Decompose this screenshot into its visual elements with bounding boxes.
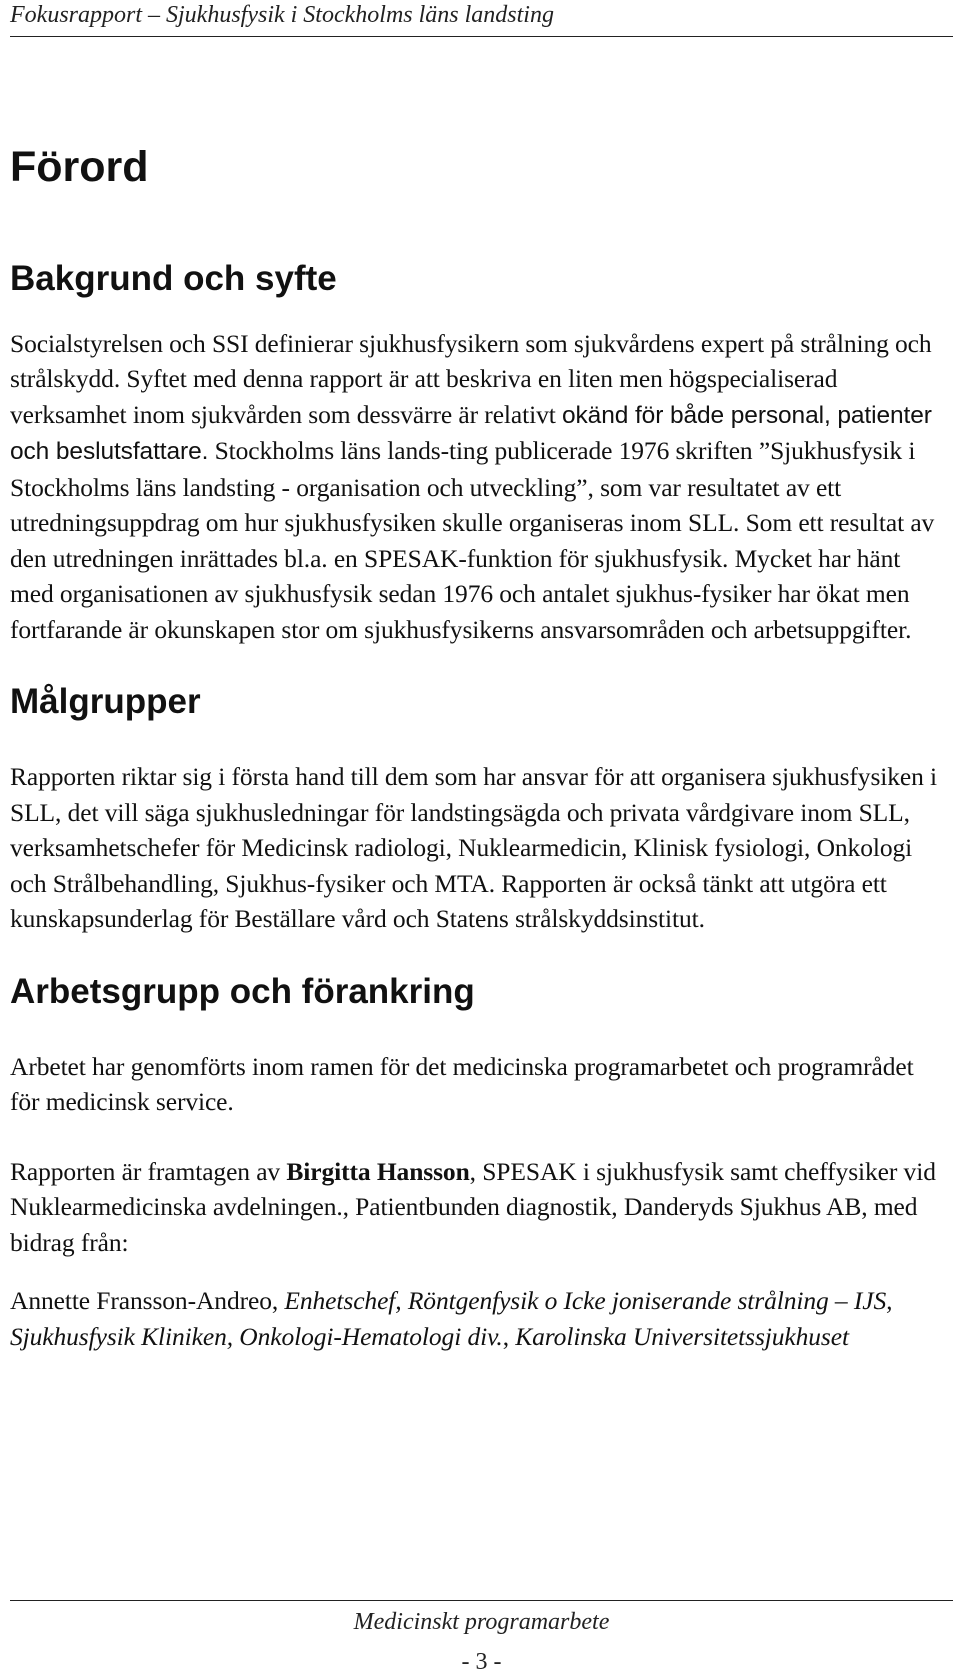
paragraph-text: Stockholms läns lands-ting publicerade 1976 skriften ”Sjukhusfysik i Stockholms läns landsting - organisation och utveckling”, som var resultatet av ett utredningsuppdrag om hur sjukhusfysiken skulle organiseras inom SLL. Som ett resultat av den utredningen inrättades bl.a. en SPESAK-funktion för sjukhusfysik. Mycket har hänt med organisationen av sjukhusfysik sedan 1976 och antalet sjukhus-fysiker har ökat men fortfarande är okunskapen stor om sjukhusfysikerns ansvarsområden och arbetsuppgifter. [10, 436, 935, 644]
contributor-separator: , [502, 1321, 516, 1351]
document-body [10, 130, 940, 1388]
section-bakgrund [10, 258, 940, 648]
authors-paragraph [10, 1154, 940, 1261]
page-footer [10, 1600, 953, 1680]
paragraph-text: Socialstyrelsen och SSI definierar sjukhusfysikern som sjukvårdens expert på strålning och strålskydd. Syftet med denna rapport är att beskriva en liten men högspecialiserad verksamhet inom sjukvården som dessvärre är relativt [10, 328, 932, 429]
footer-title: Medicinskt programarbete [353, 1609, 610, 1635]
section-heading: Arbetsgrupp och förankring [10, 971, 475, 1011]
author-name: Birgitta Hansson [286, 1156, 470, 1186]
paragraph-text-sans: okänd för både personal, patienter och beslutsfattare. [10, 401, 932, 466]
page-header [10, 0, 953, 37]
running-header: Fokusrapport – Sjukhusfysik i Stockholms läns landsting [10, 2, 554, 28]
contributor-role: Enhetschef, Röntgenfysik o Icke joniserande strålning – IJS, Sjukhusfysik Kliniken, Onkologi-Hematologi div. [10, 1286, 893, 1351]
contributor-name: Annette Fransson-Andreo, [10, 1286, 285, 1316]
section-heading: Bakgrund och syfte [10, 258, 337, 298]
page-number: - 3 - [461, 1649, 502, 1675]
authors-text: Rapporten är framtagen av [10, 1156, 287, 1186]
section-paragraph: Arbetet har genomförts inom ramen för det medicinska programarbetet och programrådet för medicinsk service. [10, 1051, 914, 1117]
contributor-paragraph [10, 1283, 940, 1354]
page-title: Förord [10, 143, 149, 191]
section-malgrupper [10, 681, 940, 937]
section-paragraph: Rapporten riktar sig i första hand till dem som har ansvar för att organisera sjukhusfysiken i SLL, det vill säga sjukhusledningar för landstingsägda och privata vårdgivare inom SLL, verksamhetschefer för Medicinsk radiologi, Nuklearmedicin, Klinisk fysiologi, Onkologi och Strålbehandling, Sjukhus-fysiker och MTA. Rapporten är också tänkt att utgöra ett kunskapsunderlag för Beställare vård och Statens strålskyddsinstitut. [10, 762, 938, 934]
section-paragraph [10, 326, 940, 648]
section-heading: Målgrupper [10, 682, 201, 722]
authors-text: , SPESAK i sjukhusfysik samt cheffysiker vid Nuklearmedicinska avdelningen., Patientbunden diagnostik, Danderyds Sjukhus AB, med bidrag från: [10, 1156, 936, 1257]
contributor-organization: Karolinska Universitetssjukhuset [515, 1321, 849, 1351]
section-arbetsgrupp [10, 971, 940, 1355]
